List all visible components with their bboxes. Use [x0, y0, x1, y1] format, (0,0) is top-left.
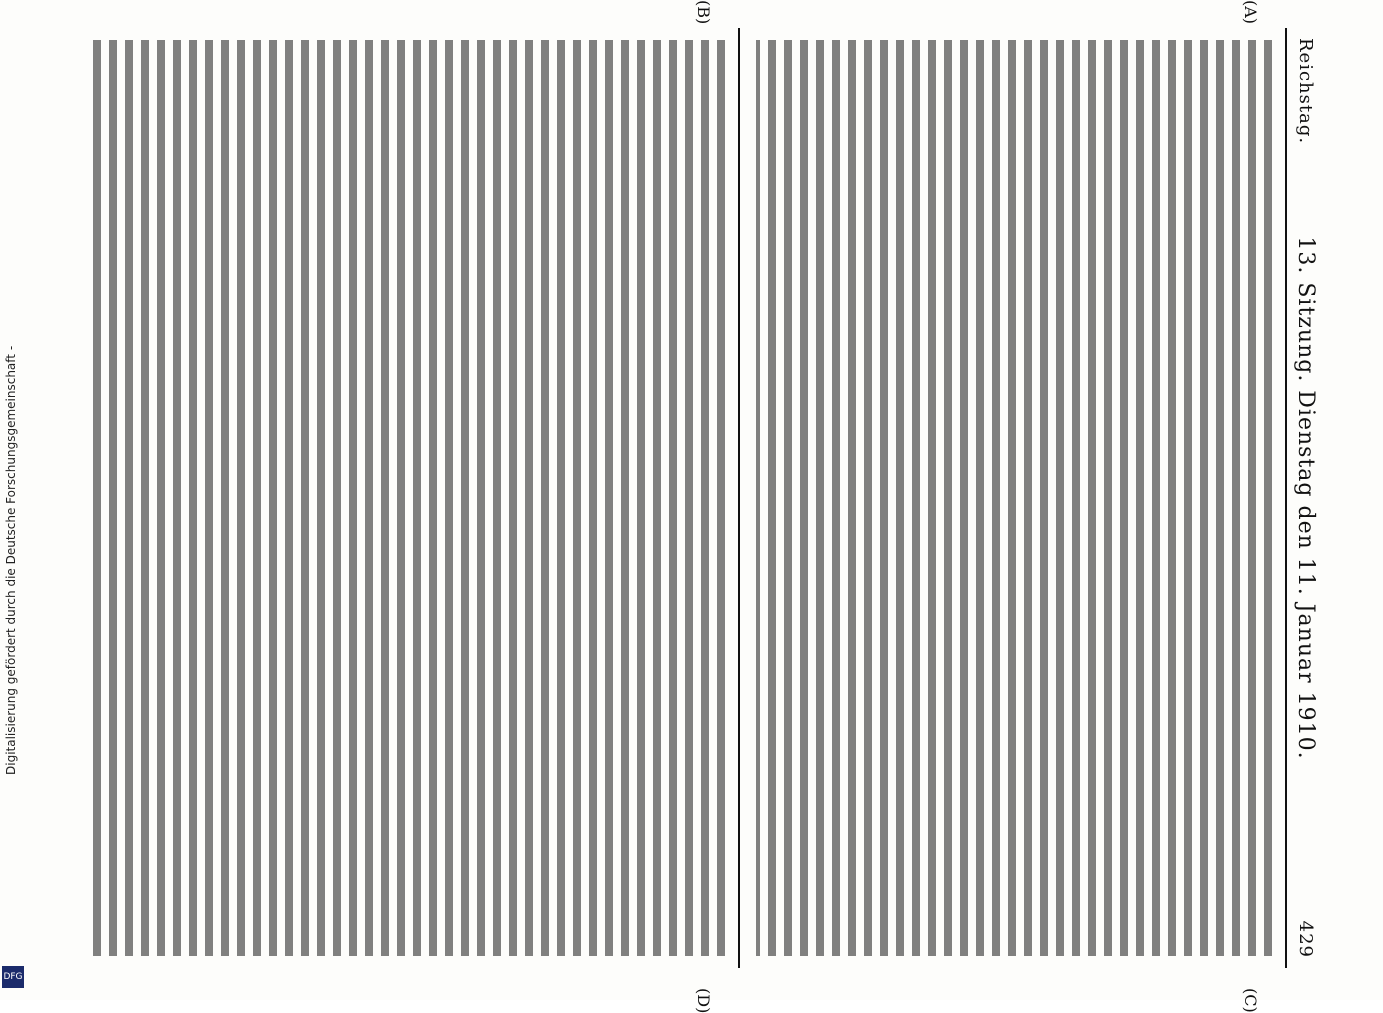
column-divider [738, 28, 740, 968]
margin-mark-c: (C) [1241, 988, 1260, 1013]
upper-text-column [748, 0, 1280, 1013]
text-lines [86, 40, 725, 956]
dfg-logo: DFG [2, 966, 24, 988]
margin-mark-b: (B) [694, 0, 713, 25]
margin-mark-a: (A) [1241, 0, 1260, 25]
margin-mark-d: (D) [694, 988, 713, 1013]
rotated-content [65, 0, 1325, 1013]
page-header [1285, 28, 1325, 968]
page-number: 429 [1295, 920, 1317, 958]
lower-text-column [78, 0, 733, 1013]
digitization-credit: Digitalisierung gefördert durch die Deutsche Forschungsgemeinschaft - [4, 345, 18, 775]
header-left: Reichstag. [1295, 38, 1317, 145]
text-lines [756, 40, 1272, 956]
header-title: 13. Sitzung. Dienstag den 11. Januar 1910. [1293, 236, 1319, 760]
